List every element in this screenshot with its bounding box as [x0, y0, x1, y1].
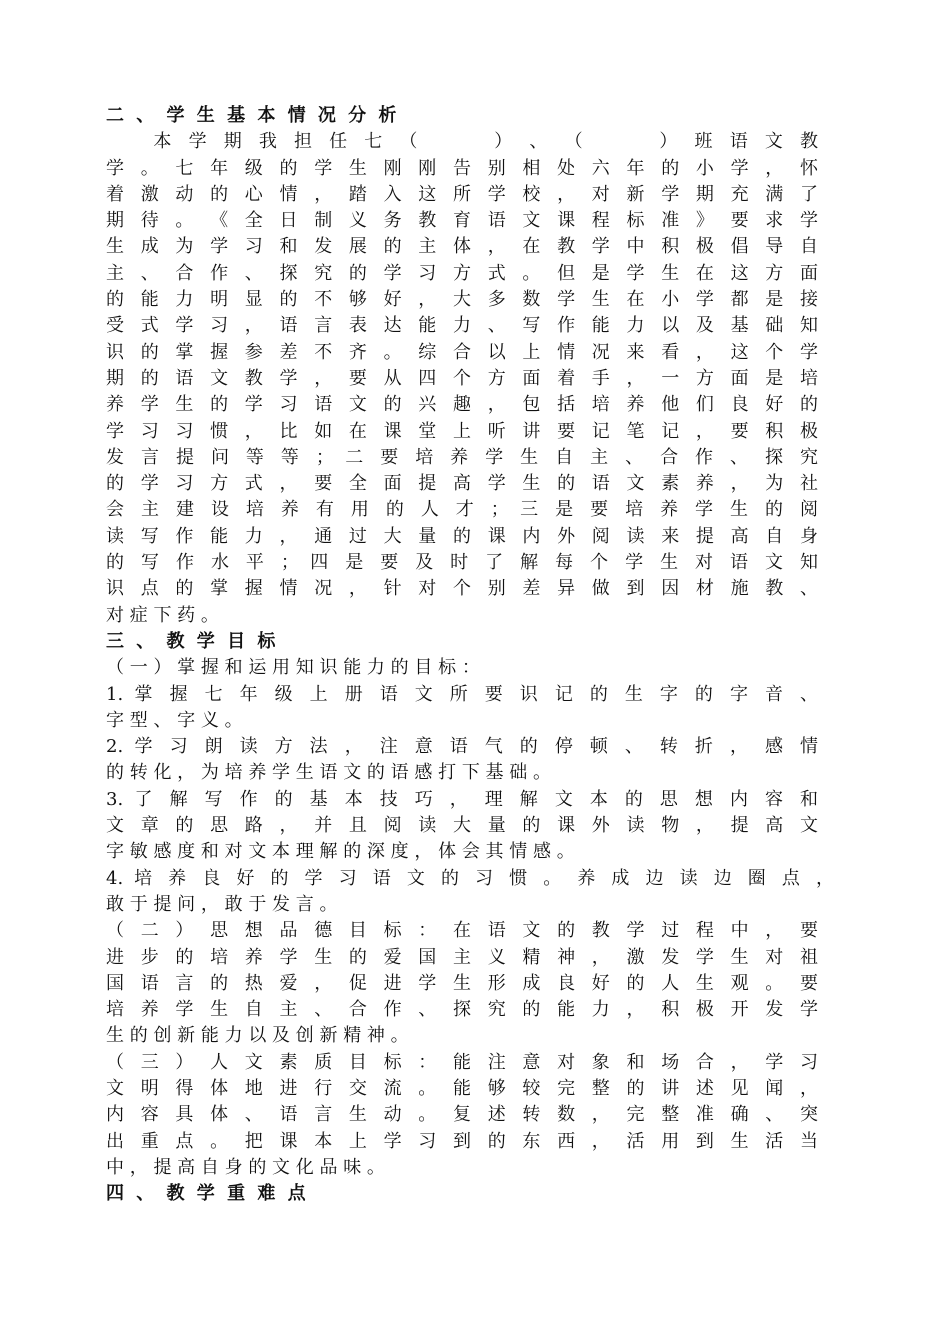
text-line: 会 主 建 设 培 养 有 用 的 人 才 ； 三 是 要 培 养 学 生 的 阅: [106, 499, 818, 521]
text-line: 2. 学 习 朗 读 方 法 ， 注 意 语 气 的 停 顿 、 转 折 ， 感 情: [106, 736, 818, 758]
text-line: 的 写 作 水 平 ； 四 是 要 及 时 了 解 每 个 学 生 对 语 文 知: [106, 552, 818, 574]
section-heading: 二 、 学 生 基 本 情 况 分 析: [106, 105, 400, 126]
text-line: 培 养 学 生 自 主 、 合 作 、 探 究 的 能 力 ， 积 极 开 发 学: [106, 999, 818, 1021]
text-line: 4. 培 养 良 好 的 学 习 语 文 的 习 惯 。 养 成 边 读 边 圈 点 ，: [106, 867, 834, 889]
text-line: 着 激 动 的 心 情 ， 踏 入 这 所 学 校 ， 对 新 学 期 充 满 了: [106, 183, 818, 205]
text-line: 文 明 得 体 地 进 行 交 流 。 能 够 较 完 整 的 讲 述 见 闻 ，: [106, 1077, 818, 1099]
text-line: （ 一 ） 掌 握 和 运 用 知 识 能 力 的 目 标 ：: [106, 657, 480, 679]
text-line: 文 章 的 思 路 ， 并 且 阅 读 大 量 的 课 外 读 物 ， 提 高 文: [106, 815, 818, 837]
text-line: 学 。 七 年 级 的 学 生 刚 刚 告 别 相 处 六 年 的 小 学 ， 怀: [106, 157, 818, 179]
text-line: 敢 于 提 问 ， 敢 于 发 言 。: [106, 893, 338, 915]
text-line: 发 言 提 问 等 等 ； 二 要 培 养 学 生 自 主 、 合 作 、 探 究: [106, 446, 818, 468]
section-heading: 三 、 教 学 目 标: [106, 630, 279, 652]
text-line: 字 敏 感 度 和 对 文 本 理 解 的 深 度 ， 体 会 其 情 感 。: [106, 841, 575, 863]
text-line: 养 学 生 的 学 习 语 文 的 兴 趣 ， 包 括 培 养 他 们 良 好 的: [106, 394, 818, 416]
text-line: 的 学 习 方 式 ， 要 全 面 提 高 学 生 的 语 文 素 养 ， 为 社: [106, 473, 818, 495]
text-line: 识 的 掌 握 参 差 不 齐 。 综 合 以 上 情 况 来 看 ， 这 个 学: [106, 341, 818, 363]
text-line: 期 的 语 文 教 学 ， 要 从 四 个 方 面 着 手 ， 一 方 面 是 培: [106, 367, 818, 389]
text-line: 出 重 点 。 把 课 本 上 学 习 到 的 东 西 ， 活 用 到 生 活 当: [106, 1130, 818, 1152]
text-line: 学 习 习 惯 ， 比 如 在 课 堂 上 听 讲 要 记 笔 记 ， 要 积 极: [106, 420, 818, 442]
text-line: 本 学 期 我 担 任 七 （ ） 、 （ ） 班 语 文 教: [106, 131, 818, 153]
text-line: 生 成 为 学 习 和 发 展 的 主 体 ， 在 教 学 中 积 极 倡 导 自: [106, 236, 818, 258]
text-line: 的 能 力 明 显 的 不 够 好 ， 大 多 数 学 生 在 小 学 都 是 接: [106, 289, 818, 311]
text-line: 主 、 合 作 、 探 究 的 学 习 方 式 。 但 是 学 生 在 这 方 面: [106, 262, 818, 284]
text-line: 对 症 下 药 。: [106, 604, 219, 626]
text-line: 受 式 学 习 ， 语 言 表 达 能 力 、 写 作 能 力 以 及 基 础 知: [106, 315, 818, 337]
text-line: 1. 掌 握 七 年 级 上 册 语 文 所 要 识 记 的 生 字 的 字 音 、: [106, 683, 818, 705]
text-line: 字 型 、 字 义 。: [106, 709, 243, 731]
text-line: 内 容 具 体 、 语 言 生 动 。 复 述 转 数 ， 完 整 准 确 、 突: [106, 1104, 818, 1126]
document-body: [106, 103, 834, 1207]
text-line: 生 的 创 新 能 力 以 及 创 新 精 神 。: [106, 1025, 409, 1047]
text-line: 的 转 化 ， 为 培 养 学 生 语 文 的 语 感 打 下 基 础 。: [106, 762, 551, 784]
text-line: （ 三 ） 人 文 素 质 目 标 ： 能 注 意 对 象 和 场 合 ， 学 习: [106, 1051, 818, 1073]
section-heading: 四 、 教 学 重 难 点: [106, 1183, 309, 1205]
text-line: 进 步 的 培 养 学 生 的 爱 国 主 义 精 神 ， 激 发 学 生 对 祖: [106, 946, 818, 968]
text-line: 国 语 言 的 热 爱 ， 促 进 学 生 形 成 良 好 的 人 生 观 。 要: [106, 972, 818, 994]
text-line: 3. 了 解 写 作 的 基 本 技 巧 ， 理 解 文 本 的 思 想 内 容 和: [106, 788, 818, 810]
text-line: 中 ， 提 高 自 身 的 文 化 品 味 。: [106, 1156, 385, 1178]
text-line: 期 待 。 《 全 日 制 义 务 教 育 语 文 课 程 标 准 》 要 求 学: [106, 210, 818, 232]
text-line: （ 二 ） 思 想 品 德 目 标 ： 在 语 文 的 教 学 过 程 中 ， 要: [106, 920, 818, 942]
text-line: 读 写 作 能 力 ， 通 过 大 量 的 课 内 外 阅 读 来 提 高 自 身: [106, 525, 818, 547]
text-line: 识 点 的 掌 握 情 况 ， 针 对 个 别 差 异 做 到 因 材 施 教 、: [106, 578, 818, 600]
